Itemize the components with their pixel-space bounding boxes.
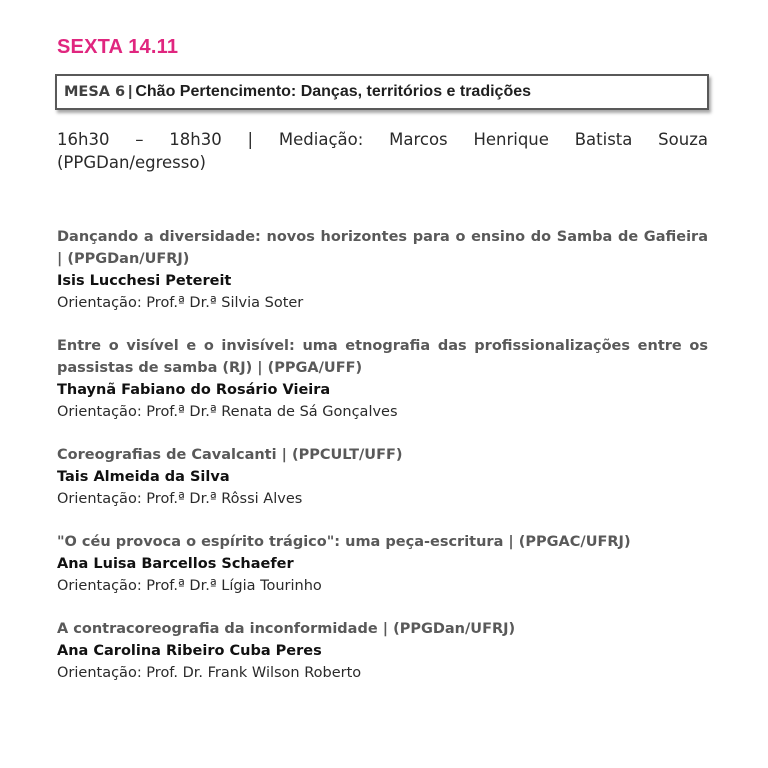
presentation-title: "O céu provoca o espírito trágico": uma peça-escritura | (PPGAC/UFRJ) <box>57 534 631 550</box>
presentation-title: Entre o visível e o invisível: uma etnografia das profissionalizações entre os passistas de samba (RJ) | (PPGA/UFF) <box>57 338 708 376</box>
presenter-name: Ana Luisa Barcellos Schaefer <box>57 556 294 572</box>
presentation-title: Dançando a diversidade: novos horizontes para o ensino do Samba de Gafieira | (PPGDan/UFRJ) <box>57 229 708 267</box>
presentation-title: Coreografias de Cavalcanti | (PPCULT/UFF) <box>57 447 403 463</box>
presenter-name: Thaynã Fabiano do Rosário Vieira <box>57 382 331 398</box>
advisor-line: Orientação: Prof.ª Dr.ª Silvia Soter <box>57 295 304 311</box>
presentation-entry <box>57 618 708 684</box>
advisor-line: Orientação: Prof.ª Dr.ª Rôssi Alves <box>57 491 303 507</box>
session-title: Chão Pertencimento: Danças, territórios e tradições <box>135 83 532 100</box>
schedule-affiliation: (PPGDan/egresso) <box>57 153 206 172</box>
schedule-line: 16h30 – 18h30 | Mediação: Marcos Henrique Batista Souza <box>57 130 708 149</box>
day-heading: SEXTA 14.11 <box>57 36 179 58</box>
presentation-entry <box>57 444 708 510</box>
presentation-list <box>57 226 708 705</box>
presenter-name: Ana Carolina Ribeiro Cuba Peres <box>57 643 322 659</box>
session-header <box>64 82 531 101</box>
presenter-name: Tais Almeida da Silva <box>57 469 230 485</box>
advisor-line: Orientação: Prof.ª Dr.ª Renata de Sá Gonçalves <box>57 404 398 420</box>
advisor-line: Orientação: Prof. Dr. Frank Wilson Roberto <box>57 665 362 681</box>
presentation-title: A contracoreografia da inconformidade | (PPGDan/UFRJ) <box>57 621 516 637</box>
presenter-name: Isis Lucchesi Petereit <box>57 273 232 289</box>
advisor-line: Orientação: Prof.ª Dr.ª Lígia Tourinho <box>57 578 322 594</box>
session-header-box <box>55 74 709 110</box>
session-label: MESA 6 <box>64 84 126 100</box>
presentation-entry <box>57 226 708 314</box>
session-separator: | <box>128 83 133 100</box>
presentation-entry <box>57 531 708 597</box>
presentation-entry <box>57 335 708 423</box>
